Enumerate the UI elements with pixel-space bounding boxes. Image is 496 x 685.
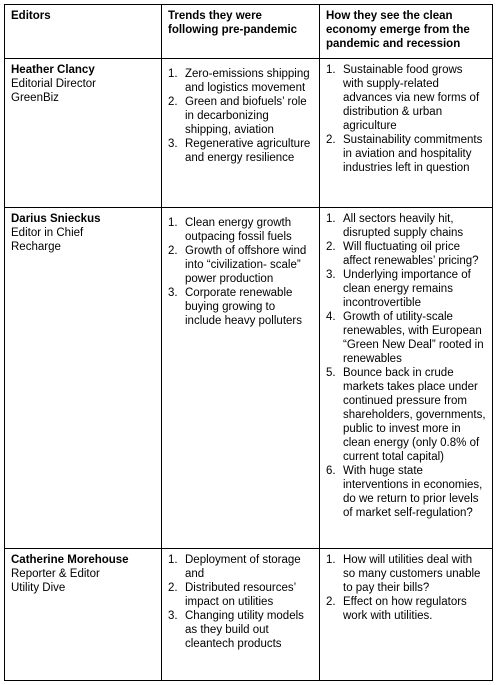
trends-list bbox=[168, 216, 313, 328]
editor-title: Editor in Chief bbox=[11, 227, 84, 239]
trends-list bbox=[168, 67, 313, 165]
header-editors: Editors bbox=[5, 5, 162, 59]
list-item: 1. Sustainable food grows with supply-related advances via new forms of distribution & urban agriculture bbox=[326, 64, 480, 132]
trends-cell bbox=[162, 208, 320, 549]
table-row bbox=[5, 59, 493, 208]
list-item: 2. Effect on how regulators work with utilities. bbox=[326, 596, 467, 622]
list-item: 6. With huge state interventions in economies, do we return to prior levels of market self-regulation? bbox=[326, 465, 483, 519]
editor-name: Heather Clancy bbox=[11, 64, 95, 76]
trends-cell bbox=[162, 59, 320, 208]
header-trends: Trends they were following pre-pandemic bbox=[162, 5, 320, 59]
list-item: 1. How will utilities deal with so many customers unable to pay their bills? bbox=[326, 554, 481, 594]
outlook-cell bbox=[320, 208, 493, 549]
editor-outlet: GreenBiz bbox=[11, 92, 59, 104]
list-item: 1. Clean energy growth outpacing fossil fuels bbox=[168, 217, 292, 243]
list-item: 1. Deployment of storage and bbox=[168, 554, 301, 580]
table-row bbox=[5, 549, 493, 681]
editor-title: Reporter & Editor bbox=[11, 568, 100, 580]
list-item: 3. Underlying importance of clean energy remains incontrovertible bbox=[326, 269, 471, 309]
editor-cell bbox=[5, 59, 162, 208]
list-item: 3. Regenerative agriculture and energy resilience bbox=[168, 138, 311, 164]
outlook-list bbox=[326, 553, 486, 623]
editor-cell bbox=[5, 208, 162, 549]
header-row bbox=[5, 5, 493, 59]
editor-outlet: Utility Dive bbox=[11, 582, 66, 594]
outlook-list bbox=[326, 63, 486, 175]
list-item: 5. Bounce back in crude markets takes place under continued pressure from shareholders, governments, public to invest more in clean energy (only 0.8% of current total capital) bbox=[326, 367, 486, 463]
list-item: 2. Growth of offshore wind into “civilization- scale” power production bbox=[168, 245, 307, 285]
list-item: 1. Zero-emissions shipping and logistics movement bbox=[168, 68, 310, 94]
editors-table bbox=[4, 4, 493, 681]
editor-name: Catherine Morehouse bbox=[11, 554, 129, 566]
list-item: 2. Sustainability commitments in aviation and hospitality industries left in question bbox=[326, 134, 483, 174]
list-item: 4. Growth of utility-scale renewables, with European “Green New Deal” rooted in renewables bbox=[326, 311, 484, 365]
editor-name: Darius Snieckus bbox=[11, 213, 101, 225]
outlook-list bbox=[326, 212, 486, 520]
list-item: 1. All sectors heavily hit, disrupted supply chains bbox=[326, 213, 464, 239]
outlook-cell bbox=[320, 549, 493, 681]
list-item: 2. Green and biofuels’ role in decarbonizing shipping, aviation bbox=[168, 96, 307, 136]
list-item: 2. Distributed resources’ impact on utilities bbox=[168, 582, 296, 608]
outlook-cell bbox=[320, 59, 493, 208]
list-item: 3. Changing utility models as they build out cleantech products bbox=[168, 610, 304, 650]
editor-outlet: Recharge bbox=[11, 241, 61, 253]
trends-cell bbox=[162, 549, 320, 681]
header-outlook: How they see the clean economy emerge from the pandemic and recession bbox=[320, 5, 493, 59]
list-item: 3. Corporate renewable buying growing to include heavy polluters bbox=[168, 287, 302, 327]
list-item: 2. Will fluctuating oil price affect renewables’ pricing? bbox=[326, 241, 479, 267]
editor-cell bbox=[5, 549, 162, 681]
editor-title: Editorial Director bbox=[11, 78, 96, 90]
table-row bbox=[5, 208, 493, 549]
trends-list bbox=[168, 553, 313, 651]
